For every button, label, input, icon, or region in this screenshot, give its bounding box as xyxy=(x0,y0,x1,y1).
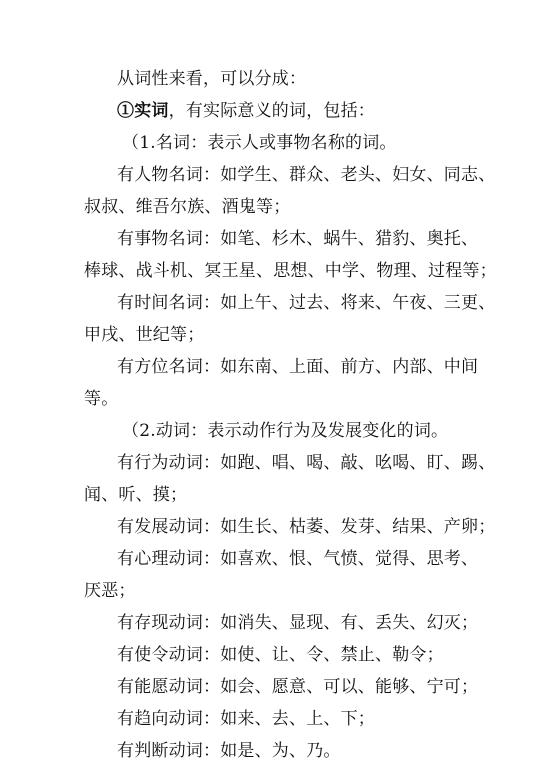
dongci-action-line-2: 闻、听、摸； xyxy=(84,485,188,505)
mingci-heading: （1.名词：表示人或事物名称的词。 xyxy=(122,133,397,153)
intro-line: 从词性来看，可以分成： xyxy=(117,69,307,89)
dongci-mental-line-1: 有心理动词：如喜欢、恨、气愤、觉得、思考、 xyxy=(117,549,479,569)
mingci-place-line-2: 等。 xyxy=(84,389,119,409)
dongci-command-line: 有使令动词：如使、让、令、禁止、勒令； xyxy=(117,645,444,665)
mingci-place-line-1: 有方位名词：如东南、上面、前方、内部、中间 xyxy=(117,357,479,377)
shici-desc: ，有实际意义的词，包括： xyxy=(168,101,376,121)
shici-line xyxy=(84,95,466,127)
mingci-things-line-2: 棒球、战斗机、冥王星、思想、中学、物理、过程等； xyxy=(84,261,497,281)
dongci-action-line-1: 有行为动词：如跑、唱、喝、敲、吆喝、盯、踢、 xyxy=(117,453,496,473)
dongci-mental-line-2: 厌恶； xyxy=(84,581,136,601)
mingci-time-line-2: 甲戌、世纪等； xyxy=(84,325,205,345)
dongci-judge-line: 有判断动词：如是、为、乃。 xyxy=(117,741,341,761)
shici-title: ①实词 xyxy=(117,101,169,121)
dongci-exist-line: 有存现动词：如消失、显现、有、丢失、幻灭； xyxy=(117,613,479,633)
mingci-time-line-1: 有时间名词：如上午、过去、将来、午夜、三更、 xyxy=(117,293,496,313)
document-body xyxy=(84,63,497,767)
dongci-heading: （2.动词：表示动作行为及发展变化的词。 xyxy=(122,421,449,441)
mingci-people-line-1: 有人物名词：如学生、群众、老头、妇女、同志、 xyxy=(117,165,496,185)
mingci-people-line-2: 叔叔、维吾尔族、酒鬼等； xyxy=(84,197,291,217)
mingci-things-line-1: 有事物名词：如笔、杉木、蜗牛、猎豹、奥托、 xyxy=(117,229,479,249)
dongci-modal-line: 有能愿动词：如会、愿意、可以、能够、宁可； xyxy=(117,677,479,697)
dongci-develop-line: 有发展动词：如生长、枯萎、发芽、结果、产卵； xyxy=(117,517,496,537)
dongci-direction-line: 有趋向动词：如来、去、上、下； xyxy=(117,709,375,729)
